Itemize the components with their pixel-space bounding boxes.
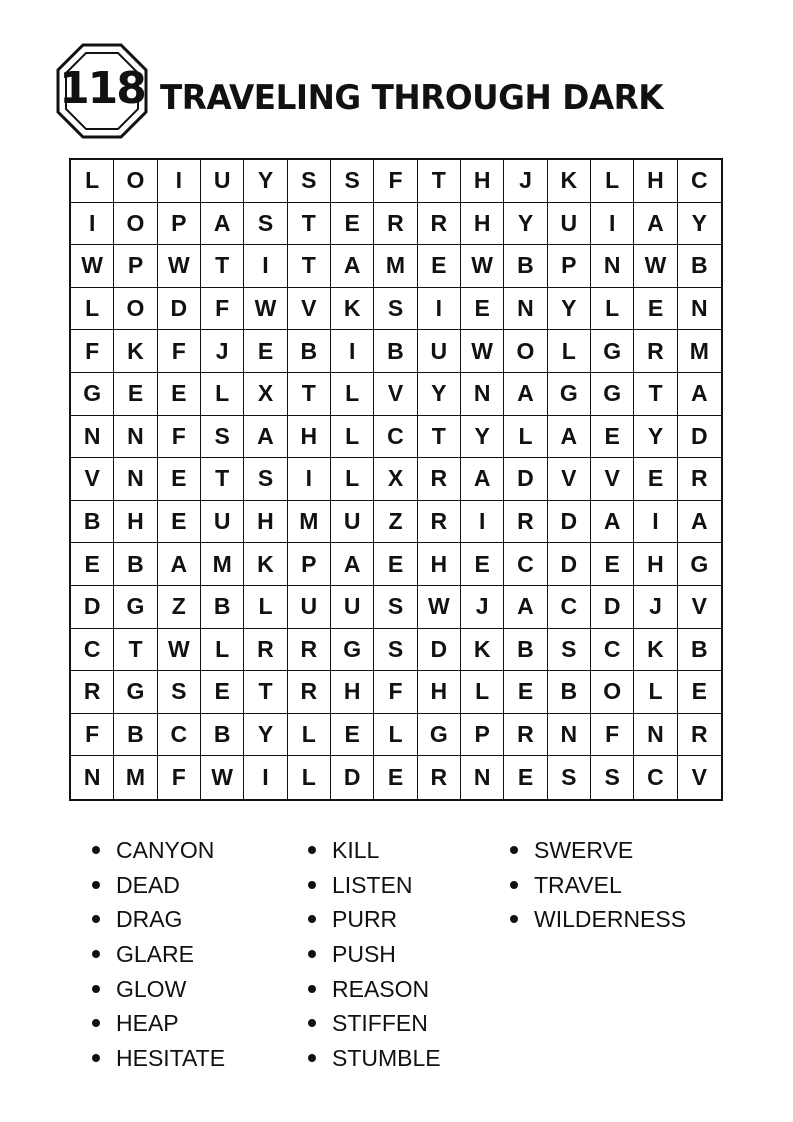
- grid-cell[interactable]: R: [504, 714, 547, 757]
- grid-cell[interactable]: E: [374, 756, 417, 799]
- grid-cell[interactable]: Y: [461, 416, 504, 459]
- grid-cell[interactable]: A: [678, 501, 721, 544]
- word-label: SWERVE: [534, 837, 634, 863]
- grid-cell[interactable]: J: [201, 330, 244, 373]
- grid-cell[interactable]: F: [158, 416, 201, 459]
- grid-cell[interactable]: I: [634, 501, 677, 544]
- puzzle-title: TRAVELING THROUGH DARK: [160, 78, 664, 118]
- grid-cell[interactable]: Y: [678, 203, 721, 246]
- grid-cell[interactable]: T: [288, 373, 331, 416]
- grid-cell[interactable]: I: [288, 458, 331, 501]
- grid-cell[interactable]: X: [244, 373, 287, 416]
- grid-cell[interactable]: U: [331, 501, 374, 544]
- grid-cell[interactable]: W: [418, 586, 461, 629]
- grid-cell[interactable]: B: [548, 671, 591, 714]
- grid-cell[interactable]: S: [244, 203, 287, 246]
- grid-cell[interactable]: H: [461, 203, 504, 246]
- word-label: DEAD: [116, 871, 180, 898]
- grid-cell[interactable]: O: [591, 671, 634, 714]
- grid-cell[interactable]: H: [461, 160, 504, 203]
- grid-cell[interactable]: Y: [548, 288, 591, 331]
- grid-cell[interactable]: A: [244, 416, 287, 459]
- grid-cell[interactable]: R: [288, 629, 331, 672]
- grid-cell[interactable]: T: [201, 458, 244, 501]
- word-list-item: [510, 870, 686, 905]
- grid-cell[interactable]: Y: [244, 160, 287, 203]
- grid-cell[interactable]: E: [504, 756, 547, 799]
- grid-cell[interactable]: W: [71, 245, 114, 288]
- grid-cell[interactable]: T: [418, 416, 461, 459]
- grid-cell[interactable]: M: [678, 330, 721, 373]
- bullet-icon: [510, 915, 518, 923]
- grid-cell[interactable]: L: [591, 160, 634, 203]
- bullet-icon: [92, 881, 100, 889]
- grid-cell[interactable]: S: [548, 756, 591, 799]
- grid-cell[interactable]: L: [201, 629, 244, 672]
- grid-cell[interactable]: Y: [634, 416, 677, 459]
- grid-cell[interactable]: A: [678, 373, 721, 416]
- grid-cell[interactable]: L: [288, 714, 331, 757]
- word-list-column: [308, 835, 441, 1078]
- grid-cell[interactable]: E: [331, 203, 374, 246]
- grid-cell[interactable]: B: [374, 330, 417, 373]
- grid-cell[interactable]: B: [678, 245, 721, 288]
- word-label: STUMBLE: [332, 1045, 441, 1072]
- bullet-icon: [510, 881, 518, 889]
- grid-cell[interactable]: C: [71, 629, 114, 672]
- grid-cell[interactable]: G: [548, 373, 591, 416]
- grid-cell[interactable]: D: [591, 586, 634, 629]
- grid-cell[interactable]: R: [418, 203, 461, 246]
- grid-cell[interactable]: L: [634, 671, 677, 714]
- grid-cell[interactable]: L: [548, 330, 591, 373]
- grid-cell[interactable]: E: [374, 543, 417, 586]
- grid-cell[interactable]: H: [634, 543, 677, 586]
- puzzle-number-badge: [55, 42, 149, 140]
- grid-cell[interactable]: P: [158, 203, 201, 246]
- grid-cell[interactable]: N: [548, 714, 591, 757]
- grid-cell[interactable]: U: [418, 330, 461, 373]
- grid-cell[interactable]: X: [374, 458, 417, 501]
- grid-cell[interactable]: F: [71, 714, 114, 757]
- word-list-item: [510, 835, 686, 870]
- word-list-column: [92, 835, 225, 1078]
- bullet-icon: [308, 950, 316, 958]
- grid-cell[interactable]: C: [158, 714, 201, 757]
- grid-cell[interactable]: W: [634, 245, 677, 288]
- grid-cell[interactable]: T: [288, 245, 331, 288]
- grid-cell[interactable]: D: [504, 458, 547, 501]
- grid-cell[interactable]: Z: [158, 586, 201, 629]
- word-label: GLARE: [116, 941, 194, 968]
- grid-cell[interactable]: A: [158, 543, 201, 586]
- grid-cell[interactable]: T: [634, 373, 677, 416]
- bullet-icon: [92, 846, 100, 854]
- grid-cell[interactable]: F: [374, 671, 417, 714]
- grid-cell[interactable]: F: [158, 330, 201, 373]
- grid-cell[interactable]: N: [71, 756, 114, 799]
- grid-cell[interactable]: R: [418, 501, 461, 544]
- grid-cell[interactable]: A: [634, 203, 677, 246]
- grid-cell[interactable]: O: [114, 288, 157, 331]
- grid-cell[interactable]: S: [244, 458, 287, 501]
- grid-cell[interactable]: D: [158, 288, 201, 331]
- grid-cell[interactable]: E: [158, 373, 201, 416]
- grid-cell[interactable]: R: [244, 629, 287, 672]
- grid-cell[interactable]: N: [504, 288, 547, 331]
- grid-cell[interactable]: A: [461, 458, 504, 501]
- grid-cell[interactable]: O: [114, 203, 157, 246]
- grid-cell[interactable]: T: [418, 160, 461, 203]
- grid-cell[interactable]: E: [591, 416, 634, 459]
- word-list-item: [308, 1043, 441, 1078]
- grid-cell[interactable]: E: [678, 671, 721, 714]
- grid-cell[interactable]: K: [461, 629, 504, 672]
- grid-cell[interactable]: E: [71, 543, 114, 586]
- grid-cell[interactable]: H: [244, 501, 287, 544]
- grid-cell[interactable]: B: [114, 714, 157, 757]
- grid-cell[interactable]: K: [114, 330, 157, 373]
- grid-cell[interactable]: E: [504, 671, 547, 714]
- grid-cell[interactable]: S: [201, 416, 244, 459]
- grid-cell[interactable]: N: [114, 416, 157, 459]
- grid-cell[interactable]: P: [114, 245, 157, 288]
- grid-cell[interactable]: L: [461, 671, 504, 714]
- grid-cell[interactable]: I: [461, 501, 504, 544]
- grid-cell[interactable]: R: [288, 671, 331, 714]
- word-list-item: [92, 939, 225, 974]
- grid-cell[interactable]: R: [418, 458, 461, 501]
- grid-cell[interactable]: B: [288, 330, 331, 373]
- grid-cell[interactable]: T: [244, 671, 287, 714]
- word-list-column: [510, 835, 686, 939]
- grid-cell[interactable]: K: [331, 288, 374, 331]
- grid-cell[interactable]: S: [158, 671, 201, 714]
- grid-cell[interactable]: W: [201, 756, 244, 799]
- grid-cell[interactable]: H: [288, 416, 331, 459]
- puzzle-number: 118: [59, 63, 145, 114]
- grid-cell[interactable]: S: [288, 160, 331, 203]
- grid-cell[interactable]: F: [591, 714, 634, 757]
- grid-cell[interactable]: L: [71, 160, 114, 203]
- grid-cell[interactable]: T: [288, 203, 331, 246]
- word-label: HESITATE: [116, 1045, 226, 1072]
- grid-cell[interactable]: I: [591, 203, 634, 246]
- grid-cell[interactable]: G: [114, 586, 157, 629]
- grid-cell[interactable]: O: [504, 330, 547, 373]
- grid-cell[interactable]: L: [288, 756, 331, 799]
- grid-cell[interactable]: S: [374, 586, 417, 629]
- grid-cell[interactable]: L: [331, 416, 374, 459]
- grid-cell[interactable]: S: [331, 160, 374, 203]
- grid-cell[interactable]: A: [504, 586, 547, 629]
- grid-cell[interactable]: C: [504, 543, 547, 586]
- bullet-icon: [92, 950, 100, 958]
- grid-cell[interactable]: A: [331, 245, 374, 288]
- grid-cell[interactable]: V: [691, 764, 707, 791]
- grid-cell[interactable]: V: [288, 288, 331, 331]
- grid-cell[interactable]: G: [591, 330, 634, 373]
- grid-cell[interactable]: H: [331, 671, 374, 714]
- grid-cell[interactable]: S: [591, 756, 634, 799]
- grid-cell[interactable]: R: [678, 458, 721, 501]
- grid-cell[interactable]: P: [461, 714, 504, 757]
- grid-cell[interactable]: I: [71, 203, 114, 246]
- grid-cell[interactable]: U: [201, 160, 244, 203]
- grid-cell[interactable]: L: [591, 288, 634, 331]
- grid-cell[interactable]: P: [288, 543, 331, 586]
- grid-cell[interactable]: H: [418, 671, 461, 714]
- letter-grid: [69, 158, 723, 801]
- word-list-item: [510, 904, 686, 939]
- bullet-icon: [308, 915, 316, 923]
- grid-cell[interactable]: J: [461, 586, 504, 629]
- grid-cell[interactable]: A: [548, 416, 591, 459]
- grid-cell[interactable]: R: [634, 330, 677, 373]
- grid-cell[interactable]: M: [201, 543, 244, 586]
- grid-cell[interactable]: L: [331, 458, 374, 501]
- grid-cell[interactable]: A: [591, 501, 634, 544]
- grid-cell[interactable]: E: [461, 543, 504, 586]
- bullet-icon: [510, 846, 518, 854]
- grid-cell[interactable]: M: [288, 501, 331, 544]
- grid-cell[interactable]: U: [331, 586, 374, 629]
- grid-cell[interactable]: H: [634, 160, 677, 203]
- grid-cell[interactable]: S: [374, 288, 417, 331]
- bullet-icon: [92, 985, 100, 993]
- word-list-item: [308, 1008, 441, 1043]
- grid-cell[interactable]: G: [114, 671, 157, 714]
- grid-cell[interactable]: G: [678, 543, 721, 586]
- grid-cell[interactable]: K: [244, 543, 287, 586]
- grid-cell[interactable]: V: [591, 458, 634, 501]
- grid-cell[interactable]: Y: [244, 714, 287, 757]
- grid-cell[interactable]: U: [201, 501, 244, 544]
- grid-cell[interactable]: E: [418, 245, 461, 288]
- grid-cell[interactable]: D: [548, 543, 591, 586]
- grid-cell[interactable]: A: [201, 203, 244, 246]
- bullet-icon: [308, 1019, 316, 1027]
- word-label: KILL: [332, 837, 380, 863]
- word-list-item: [308, 974, 441, 1009]
- grid-cell[interactable]: M: [374, 245, 417, 288]
- grid-cell[interactable]: I: [158, 160, 201, 203]
- grid-cell[interactable]: L: [504, 416, 547, 459]
- grid-cell[interactable]: G: [71, 373, 114, 416]
- word-list-item: [92, 974, 225, 1009]
- grid-cell[interactable]: L: [201, 373, 244, 416]
- grid-cell[interactable]: Y: [504, 203, 547, 246]
- word-label: GLOW: [116, 975, 187, 1002]
- grid-cell[interactable]: L: [331, 373, 374, 416]
- grid-cell[interactable]: R: [678, 714, 721, 757]
- grid-cell[interactable]: E: [634, 458, 677, 501]
- grid-cell[interactable]: O: [114, 160, 157, 203]
- grid-cell[interactable]: N: [591, 245, 634, 288]
- grid-cell[interactable]: L: [374, 714, 417, 757]
- word-label: CANYON: [116, 837, 215, 863]
- grid-cell[interactable]: W: [461, 245, 504, 288]
- grid-cell[interactable]: T: [201, 245, 244, 288]
- word-list-item: [92, 835, 225, 870]
- grid-cell[interactable]: C: [634, 756, 677, 799]
- grid-cell[interactable]: U: [288, 586, 331, 629]
- bullet-icon: [308, 846, 316, 854]
- grid-cell[interactable]: R: [374, 203, 417, 246]
- grid-cell[interactable]: R: [71, 671, 114, 714]
- bullet-icon: [92, 915, 100, 923]
- grid-cell[interactable]: J: [634, 586, 677, 629]
- word-list-item: [308, 835, 441, 870]
- grid-cell[interactable]: I: [244, 756, 287, 799]
- word-list-item: [308, 904, 441, 939]
- grid-cell[interactable]: F: [374, 160, 417, 203]
- grid-cell[interactable]: U: [548, 203, 591, 246]
- bullet-icon: [308, 881, 316, 889]
- grid-cell[interactable]: E: [158, 501, 201, 544]
- grid-cell[interactable]: R: [504, 501, 547, 544]
- grid-cell[interactable]: E: [201, 671, 244, 714]
- grid-cell[interactable]: N: [114, 458, 157, 501]
- word-list-item: [92, 870, 225, 905]
- grid-cell[interactable]: E: [634, 288, 677, 331]
- grid-cell[interactable]: W: [244, 288, 287, 331]
- grid-cell[interactable]: C: [678, 160, 721, 203]
- word-list-item: [308, 870, 441, 905]
- grid-cell[interactable]: C: [374, 416, 417, 459]
- grid-cell[interactable]: W: [158, 245, 201, 288]
- bullet-icon: [308, 985, 316, 993]
- word-label: DRAG: [116, 906, 183, 933]
- grid-cell[interactable]: H: [114, 501, 157, 544]
- grid-cell[interactable]: G: [331, 629, 374, 672]
- grid-cell[interactable]: C: [591, 629, 634, 672]
- grid-cell[interactable]: Z: [374, 501, 417, 544]
- grid-cell[interactable]: H: [418, 543, 461, 586]
- grid-cell[interactable]: W: [158, 629, 201, 672]
- grid-cell[interactable]: E: [158, 458, 201, 501]
- grid-cell[interactable]: N: [634, 714, 677, 757]
- grid-cell[interactable]: B: [201, 714, 244, 757]
- grid-cell[interactable]: G: [591, 373, 634, 416]
- grid-cell[interactable]: E: [331, 714, 374, 757]
- grid-cell[interactable]: V: [548, 458, 591, 501]
- bullet-icon: [92, 1019, 100, 1027]
- grid-cell[interactable]: V: [678, 586, 721, 629]
- bullet-icon: [92, 1054, 100, 1062]
- grid-cell[interactable]: M: [114, 756, 157, 799]
- word-label: STIFFEN: [332, 1010, 428, 1037]
- grid-cell[interactable]: E: [244, 330, 287, 373]
- word-list-item: [308, 939, 441, 974]
- grid-cell[interactable]: G: [418, 714, 461, 757]
- grid-cell[interactable]: L: [244, 586, 287, 629]
- grid-cell[interactable]: B: [678, 629, 721, 672]
- grid-cell[interactable]: L: [71, 288, 114, 331]
- grid-cell[interactable]: C: [548, 586, 591, 629]
- grid-cell[interactable]: D: [71, 586, 114, 629]
- word-label: REASON: [332, 975, 430, 1002]
- grid-cell[interactable]: B: [71, 501, 114, 544]
- grid-cell[interactable]: S: [548, 629, 591, 672]
- bullet-icon: [308, 1054, 316, 1062]
- grid-cell[interactable]: I: [331, 330, 374, 373]
- grid-cell[interactable]: T: [114, 629, 157, 672]
- word-label: HEAP: [116, 1010, 179, 1037]
- word-label: PUSH: [332, 941, 396, 968]
- grid-cell[interactable]: I: [418, 288, 461, 331]
- word-list-item: [92, 1043, 225, 1078]
- grid-cell[interactable]: Y: [418, 373, 461, 416]
- grid-cell[interactable]: D: [331, 756, 374, 799]
- word-list-item: [92, 904, 225, 939]
- grid-cell[interactable]: D: [548, 501, 591, 544]
- grid-cell[interactable]: S: [374, 629, 417, 672]
- grid-cell[interactable]: W: [461, 330, 504, 373]
- grid-cell[interactable]: V: [374, 373, 417, 416]
- grid-cell[interactable]: A: [331, 543, 374, 586]
- grid-cell[interactable]: E: [591, 543, 634, 586]
- grid-cell[interactable]: K: [548, 160, 591, 203]
- grid-cell[interactable]: E: [461, 288, 504, 331]
- grid-cell[interactable]: B: [114, 543, 157, 586]
- grid-cell[interactable]: F: [201, 288, 244, 331]
- word-label: PURR: [332, 906, 398, 933]
- word-list: [0, 835, 793, 1085]
- grid-cell[interactable]: B: [504, 245, 547, 288]
- grid-cell[interactable]: E: [114, 373, 157, 416]
- grid-cell[interactable]: N: [71, 416, 114, 459]
- word-list-item: [92, 1008, 225, 1043]
- grid-cell[interactable]: N: [461, 756, 504, 799]
- grid-cell[interactable]: J: [504, 160, 547, 203]
- grid-cell[interactable]: K: [634, 629, 677, 672]
- grid-cell[interactable]: P: [548, 245, 591, 288]
- grid-cell[interactable]: B: [504, 629, 547, 672]
- grid-cell[interactable]: R: [418, 756, 461, 799]
- grid-cell[interactable]: V: [71, 458, 114, 501]
- grid-cell[interactable]: F: [158, 756, 201, 799]
- grid-cell[interactable]: A: [504, 373, 547, 416]
- grid-cell[interactable]: D: [418, 629, 461, 672]
- grid-cell[interactable]: D: [678, 416, 721, 459]
- word-label: LISTEN: [332, 871, 413, 898]
- word-label: TRAVEL: [534, 871, 622, 898]
- grid-cell[interactable]: N: [461, 373, 504, 416]
- grid-cell[interactable]: B: [201, 586, 244, 629]
- grid-cell[interactable]: N: [678, 288, 721, 331]
- grid-cell[interactable]: I: [244, 245, 287, 288]
- grid-cell[interactable]: F: [71, 330, 114, 373]
- word-label: WILDERNESS: [534, 906, 687, 933]
